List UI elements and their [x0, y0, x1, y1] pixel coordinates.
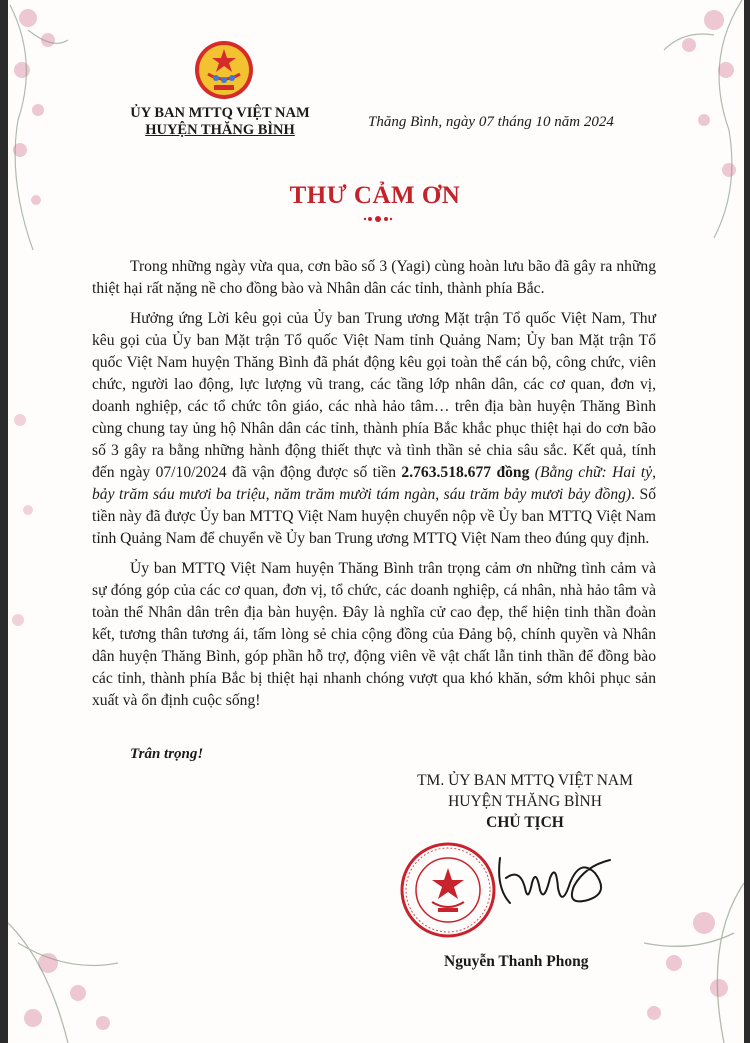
letter-body	[92, 256, 656, 720]
floral-decoration-bottom-left	[8, 843, 138, 1043]
floral-decoration-left-middle	[8, 390, 48, 690]
title-ornament-icon	[363, 214, 393, 224]
paragraph-1: Trong những ngày vừa qua, cơn bão số 3 (Yagi) cùng hoàn lưu bão đã gây ra những thiệt hại rất nặng nề cho đồng bào và Nhân dân các tỉnh, thành phía Bắc.	[92, 258, 656, 297]
donation-amount-in-words: (Bằng chữ: Hai tỷ, bảy trăm sáu mươi ba triệu, năm trăm mười tám ngàn, sáu trăm bảy mươi bảy đồng)	[92, 464, 657, 503]
paragraph-2-end: . Số tiền này đã được Ủy ban MTTQ Việt Nam huyện chuyển nộp về Ủy ban MTTQ Việt Nam tỉnh Quảng Nam để chuyển về Ủy ban Trung ương MTTQ Việt Nam theo đúng quy định.	[92, 486, 656, 547]
paragraph-2-start: Hưởng ứng Lời kêu gọi của Ủy ban Trung ương Mặt trận Tổ quốc Việt Nam, Thư kêu gọi của Ủy ban Mặt trận Tổ quốc Việt Nam tỉnh Quảng Nam; Ủy ban Mặt trận Tổ quốc Việt Nam huyện Thăng Bình đã phát động kêu gọi toàn thể cán bộ, công chức, viên chức, người lao động, lực lượng vũ trang, các tầng lớp nhân dân, các cơ quan, đơn vị, doanh nghiệp, các tổ chức tôn giáo, các nhà hảo tâm… trên địa bàn huyện Thăng Bình cùng chung tay ủng hộ Nhân dân các tỉnh, thành phía Bắc khắc phục thiệt hại do cơn bão số 3 gây ra bằng những hành động thiết thực và tình thần sẻ chia sâu sắc. Kết quả, tính đến ngày 07/10/2024 đã vận động được số tiền	[92, 310, 656, 481]
paragraph-2	[92, 308, 656, 550]
closing-salutation: Trân trọng!	[130, 746, 204, 762]
organization-name: ỦY BAN MTTQ VIỆT NAM	[130, 105, 310, 121]
organization-header	[120, 105, 320, 139]
left-dark-edge	[0, 0, 8, 1043]
donation-amount: 2.763.518.677 đồng	[401, 464, 530, 481]
handwritten-signature	[470, 848, 620, 918]
mttq-emblem-logo	[194, 40, 254, 100]
signature-block	[390, 770, 660, 833]
paragraph-3: Ủy ban MTTQ Việt Nam huyện Thăng Bình trân trọng cảm ơn những tình cảm và sự đóng góp của các cơ quan, đơn vị, tổ chức, các doanh nghiệp, cá nhân, nhà hảo tâm và toàn thể Nhân dân trên địa bàn huyện. Đây là nghĩa cử cao đẹp, thể hiện tinh thần đoàn kết, tương thân tương ái, tấm lòng sẻ chia cộng đồng của Đảng bộ, chính quyền và Nhân dân huyện Thăng Bình, góp phần hỗ trợ, động viên về vật chất lẫn tinh thần để đồng bào các tỉnh, thành phía Bắc bị thiệt hại nhanh chóng vượt qua khó khăn, sớm khôi phục sản xuất và ổn định cuộc sống!	[92, 560, 656, 709]
signature-org-line: TM. ỦY BAN MTTQ VIỆT NAM	[417, 772, 633, 789]
letter-title: THƯ CẢM ƠN	[289, 182, 461, 209]
signer-role: CHỦ TỊCH	[486, 814, 564, 831]
signer-name: Nguyễn Thanh Phong	[444, 953, 589, 970]
floral-decoration-top-left	[8, 0, 98, 260]
right-dark-edge	[744, 0, 750, 1043]
organization-district: HUYỆN THĂNG BÌNH	[145, 122, 295, 138]
signature-district-line: HUYỆN THĂNG BÌNH	[448, 793, 602, 810]
letter-date: Thăng Bình, ngày 07 tháng 10 năm 2024	[368, 114, 614, 130]
